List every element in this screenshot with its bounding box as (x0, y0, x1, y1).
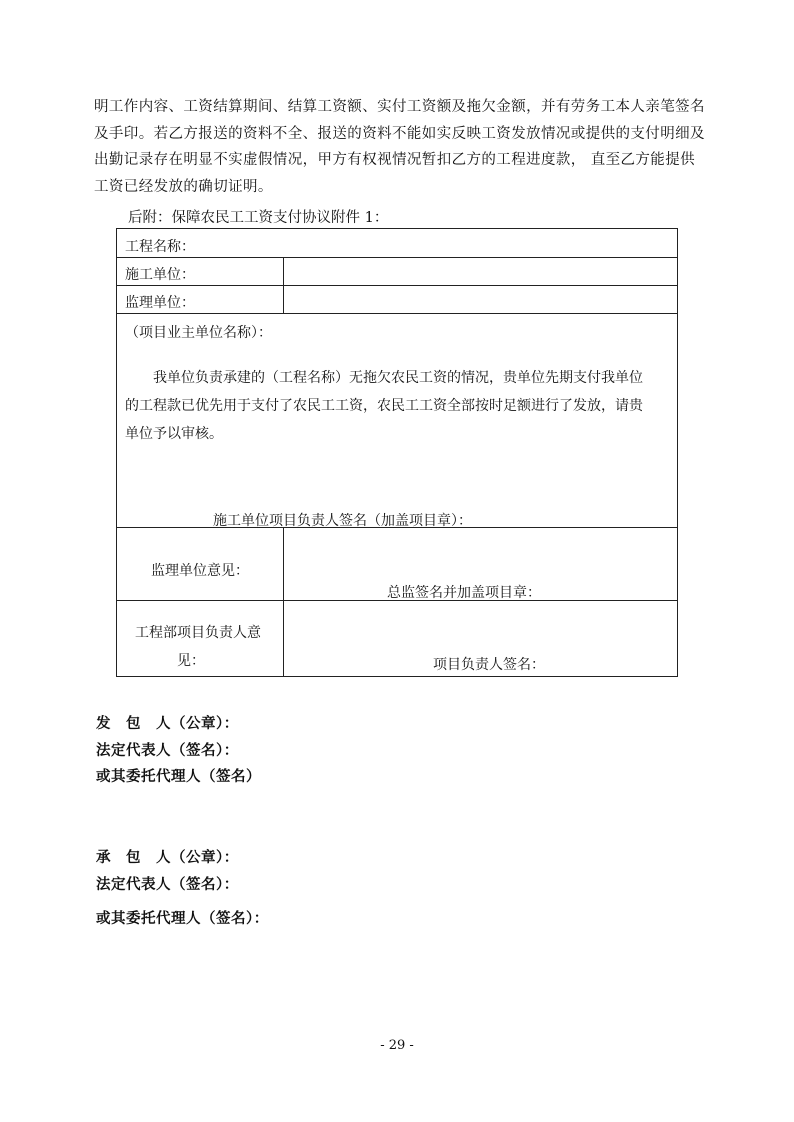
wage-payment-form (116, 228, 678, 677)
form-row-divider (117, 313, 677, 314)
contractor-seal-label: 承 包 人（公章）： (96, 849, 239, 866)
supervisor-opinion-label: 监理单位意见： (151, 563, 249, 579)
owner-label: （项目业主单位名称）： (125, 325, 272, 341)
engineering-opinion-label-line-1: 工程部项目负责人意 (135, 625, 261, 641)
contractor-signature-label: 施工单位项目负责人签名（加盖项目章）： (213, 513, 472, 529)
engineering-opinion-label-line-2: 见： (177, 653, 205, 669)
form-col-divider (283, 257, 284, 313)
project-name-label: 工程名称： (125, 239, 195, 255)
paragraph-line-1: 明工作内容、工资结算期间、结算工资额、实付工资额及拖欠金额，并有劳务工本人亲笔签名 (94, 99, 705, 115)
form-row-divider (117, 257, 677, 258)
paragraph-line-3: 出勤记录存在明显不实虚假情况，甲方有权视情况暂扣乙方的工程进度款， 直至乙方能提供 (94, 152, 696, 168)
chief-supervisor-signature-label: 总监签名并加盖项目章： (387, 585, 541, 601)
paragraph-line-2: 及手印。若乙方报送的资料不全、报送的资料不能如实反映工资发放情况或提供的支付明细及 (94, 125, 705, 142)
form-row-divider (117, 285, 677, 286)
employer-seal-label: 发 包 人（公章）： (96, 715, 239, 732)
contractor-legal-rep-label: 法定代表人（签名）： (96, 876, 239, 893)
contractor-agent-label: 或其委托代理人（签名）： (96, 910, 269, 927)
form-col-divider (283, 527, 284, 677)
page-number: - 29 - (380, 1038, 414, 1053)
employer-legal-rep-label: 法定代表人（签名）： (96, 742, 239, 759)
form-body-line-2: 的工程款已优先用于支付了农民工工资，农民工工资全部按时足额进行了发放，请贵 (125, 398, 643, 414)
employer-agent-label: 或其委托代理人（签名） (96, 768, 261, 785)
paragraph-line-4: 工资已经发放的确切证明。 (94, 178, 273, 195)
supervisor-label: 监理单位： (125, 295, 195, 311)
body-paragraph (94, 94, 705, 200)
contractor-label: 施工单位： (125, 267, 195, 283)
form-body-line-1: 我单位负责承建的（工程名称）无拖欠农民工资的情况，贵单位先期支付我单位 (153, 370, 643, 386)
project-manager-signature-label: 项目负责人签名： (433, 657, 545, 673)
form-body-line-3: 单位予以审核。 (125, 426, 223, 442)
appendix-label: 后附：保障农民工工资支付协议附件 1： (128, 210, 389, 226)
